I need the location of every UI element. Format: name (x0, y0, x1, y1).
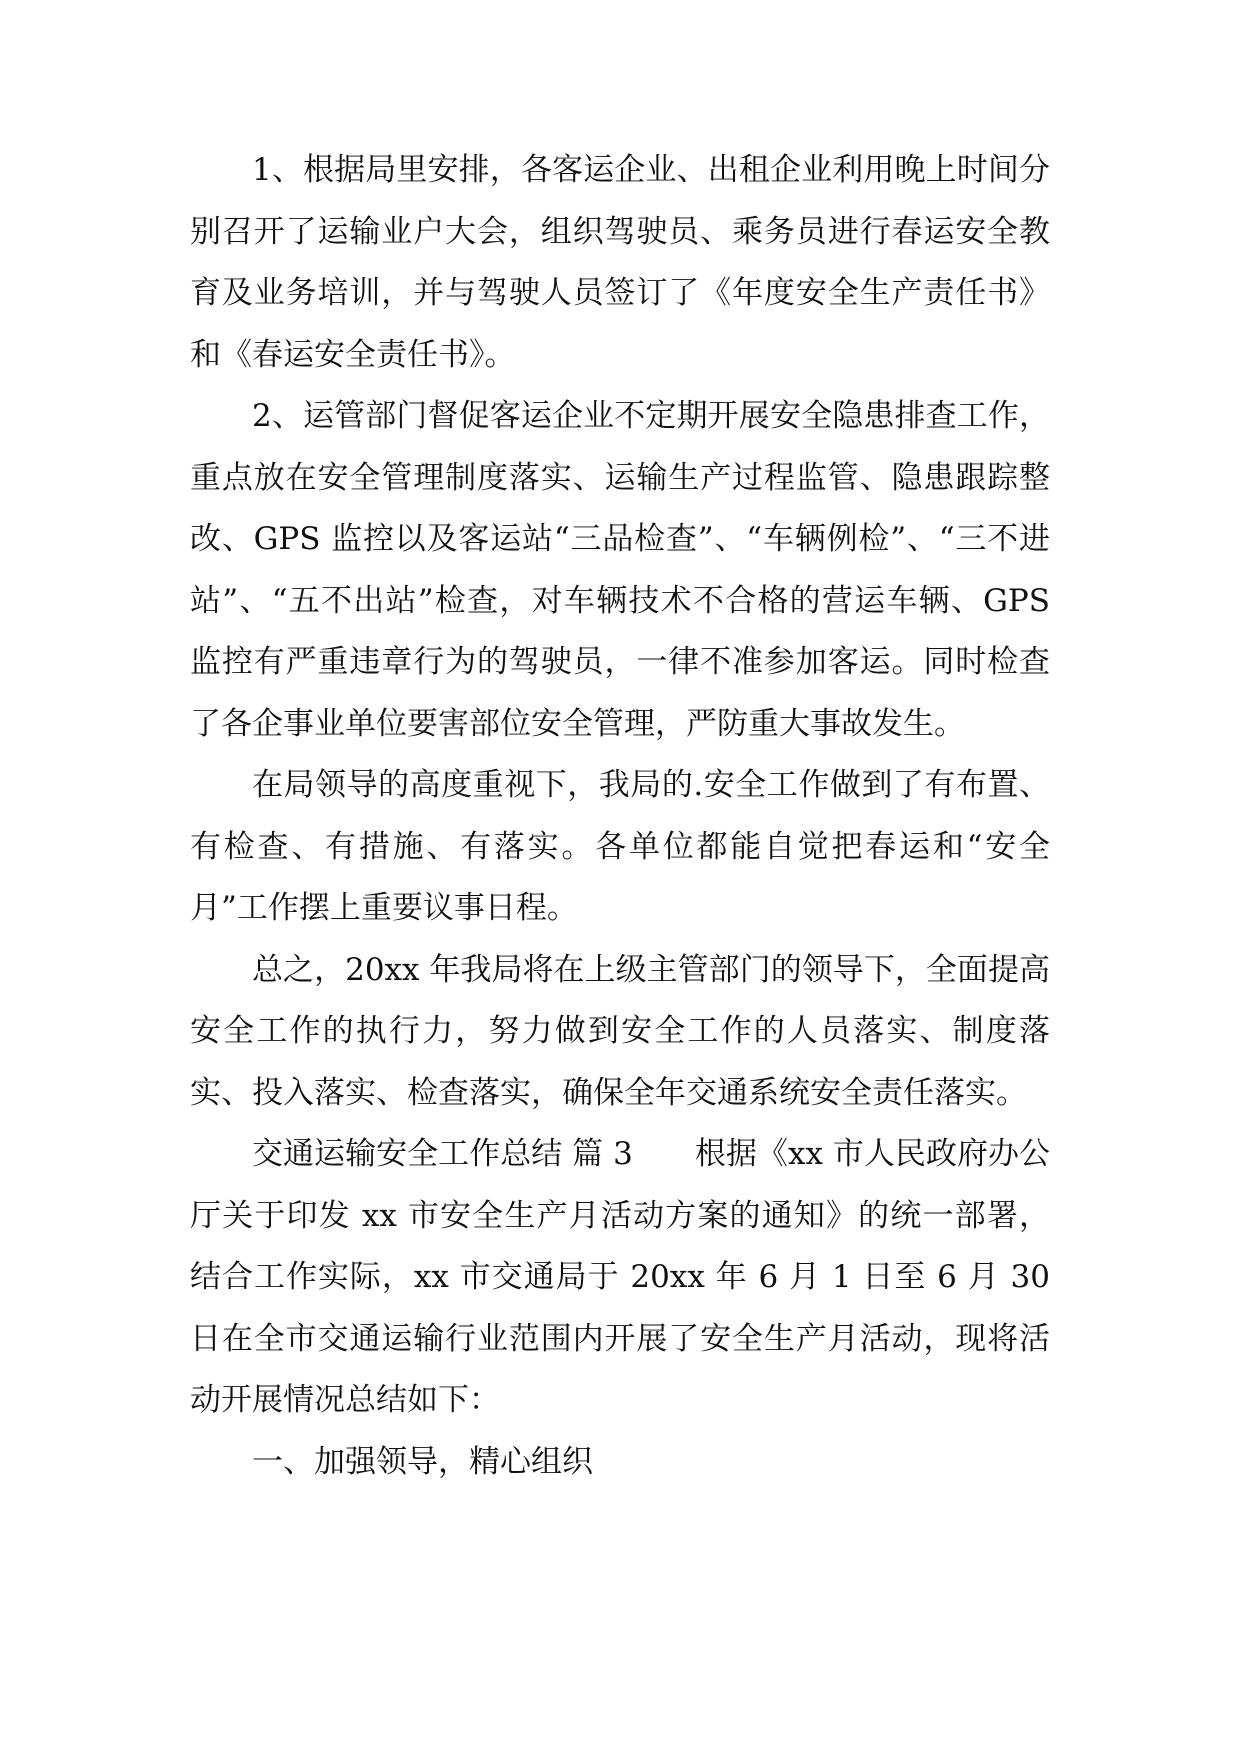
paragraph-item-2: 2、运管部门督促客运企业不定期开展安全隐患排查工作，重点放在安全管理制度落实、运输生产过程监管、隐患跟踪整改、GPS 监控以及客运站“三品检查”、“车辆例检”、“三不进站”、“五不出站”检查，对车辆技术不合格的营运车辆、GPS 监控有严重违章行为的驾驶员，一律不准参加客运。同时检查了各企事业单位要害部位安全管理，严防重大事故发生。 (190, 398, 1050, 742)
section-heading-1: 一、加强领导，精心组织 (252, 1443, 593, 1480)
paragraph-leadership: 在局领导的高度重视下，我局的.安全工作做到了有布置、有检查、有措施、有落实。各单位都能自觉把春运和“安全月”工作摆上重要议事日程。 (190, 767, 1050, 926)
paragraph-summary: 总之，20xx 年我局将在上级主管部门的领导下，全面提高安全工作的执行力，努力做到安全工作的人员落实、制度落实、投入落实、检查落实，确保全年交通系统安全责任落实。 (190, 951, 1050, 1111)
paragraph-item-1: 1、根据局里安排，各客运企业、出租企业利用晚上时间分别召开了运输业户大会，组织驾驶员、乘务员进行春运安全教育及业务培训，并与驾驶人员签订了《年度安全生产责任书》和《春运安全责任书》。 (190, 152, 1050, 373)
paragraph-section-3-intro: 交通运输安全工作总结 篇 3 根据《xx 市人民政府办公厅关于印发 xx 市安全生产月活动方案的通知》的统一部署，结合工作实际，xx 市交通局于 20xx 年 6 月 1 日至 6 月 30 日在全市交通运输行业范围内开展了安全生产月活动，现将活动开展情况总结如下： (190, 1136, 1050, 1418)
document-page (190, 140, 1050, 1493)
